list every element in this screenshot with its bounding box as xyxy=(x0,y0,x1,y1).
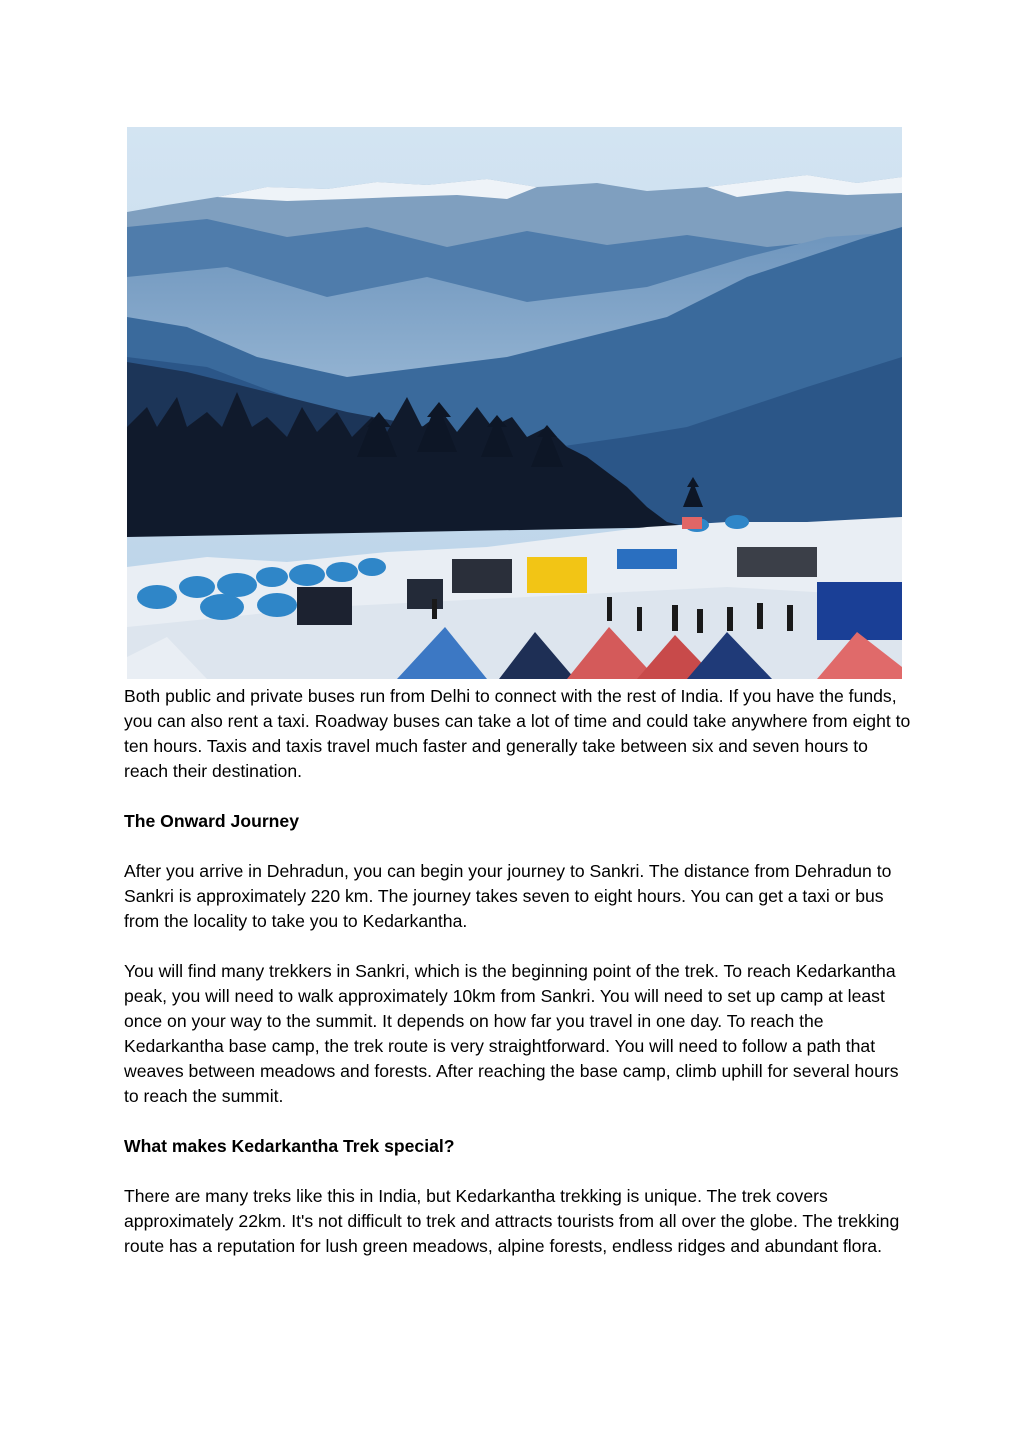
paragraph-bus-travel: Both public and private buses run from Delhi to connect with the rest of India. If you have the funds, you can also rent a taxi. Roadway buses can take a lot of time and could take anywhere from eight to ten hours. Taxis and taxis travel much faster and generally take between six and seven hours to reach their destination. xyxy=(124,686,911,781)
paragraph-trek-uniqueness: There are many treks like this in India, but Kedarkantha trekking is unique. The trek covers approximately 22km. It's not difficult to trek and attracts tourists from all over the globe. The trekking route has a reputation for lush green meadows, alpine forests, endless ridges and abundant flora. xyxy=(124,1186,900,1256)
kedarkantha-camp-photo xyxy=(127,127,902,679)
paragraph-trek-route: You will find many trekkers in Sankri, which is the beginning point of the trek. To reach Kedarkantha peak, you will need to walk approximately 10km from Sankri. You will need to set up camp at least once on your way to the summit. It depends on how far you travel in one day. To reach the Kedarkantha base camp, the trek route is very straightforward. You will need to follow a path that weaves between meadows and forests. After reaching the base camp, climb uphill for several hours to reach the summit. xyxy=(124,961,899,1106)
paragraph-dehradun-to-sankri: After you arrive in Dehradun, you can begin your journey to Sankri. The distance from Dehradun to Sankri is approximately 220 km. The journey takes seven to eight hours. You can get a taxi or bus from the locality to take you to Kedarkantha. xyxy=(124,861,892,931)
heading-what-makes-special: What makes Kedarkantha Trek special? xyxy=(124,1136,455,1156)
heading-onward-journey: The Onward Journey xyxy=(124,811,299,831)
article-body xyxy=(124,684,914,1284)
